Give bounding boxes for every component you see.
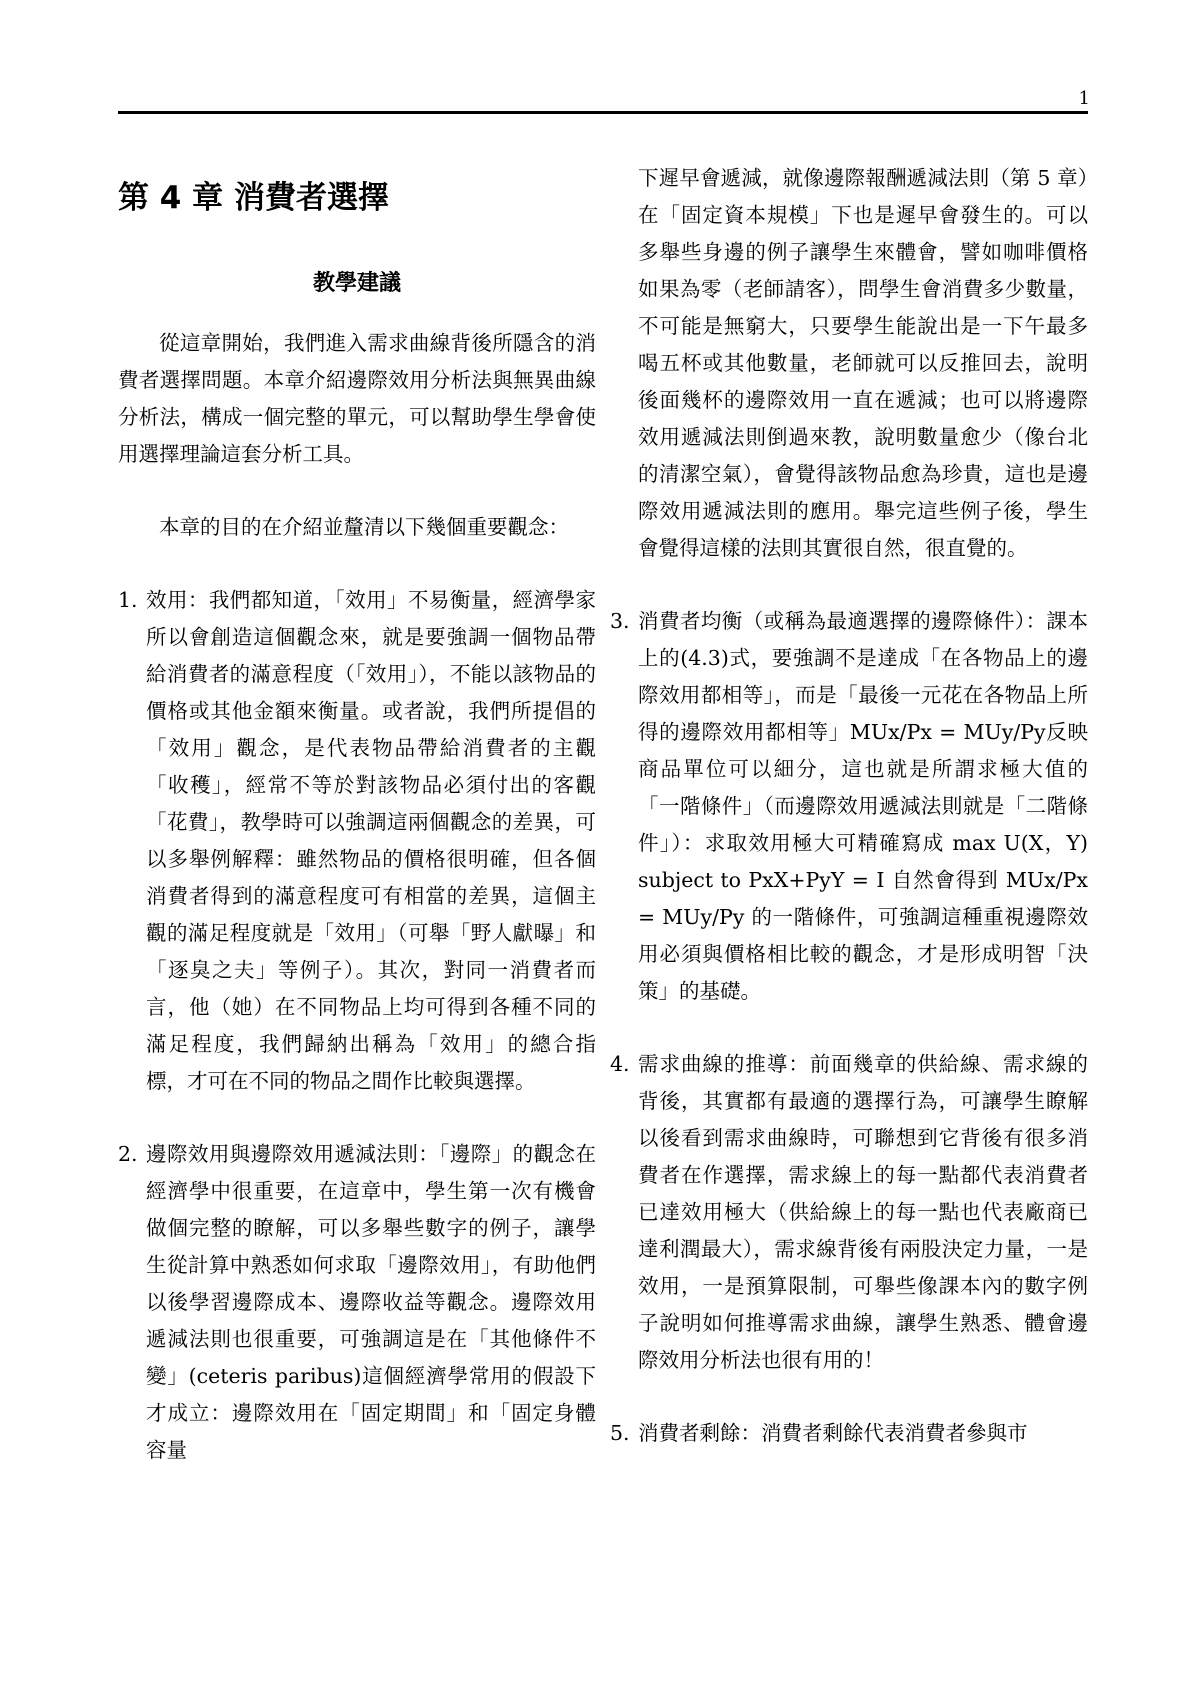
list-item-number: 2.: [118, 1142, 138, 1166]
list-item-number: 1.: [118, 588, 138, 612]
list-item: [610, 1415, 1088, 1452]
page-number: 1: [1078, 88, 1090, 109]
list-item-text: 邊際效用與邊際效用遞減法則：「邊際」的觀念在經濟學中很重要，在這章中，學生第一次有機會做個完整的瞭解，可以多舉些數字的例子，讓學生從計算中熟悉如何求取「邊際效用」，有助他們以後學習邊際成本、邊際收益等觀念。邊際效用遞減法則也很重要，可強調這是在「其他條件不變」(ceteris paribus)這個經濟學常用的假設下才成立：邊際效用在「固定期間」和「固定身體容量: [146, 1142, 596, 1462]
header-rule: [118, 111, 1088, 114]
list-item-number: 5.: [610, 1421, 630, 1445]
list-item-number: 4.: [610, 1052, 630, 1076]
left-column: [118, 160, 596, 1505]
chapter-title: 第 4 章 消費者選擇: [118, 180, 389, 216]
right-column: [610, 160, 1088, 1488]
list-item: [610, 1046, 1088, 1379]
list-item-number: 3.: [610, 609, 630, 633]
intro-paragraph: 從這章開始，我們進入需求曲線背後所隱含的消費者選擇問題。本章介紹邊際效用分析法與無異曲線分析法，構成一個完整的單元，可以幫助學生學會使用選擇理論這套分析工具。: [118, 331, 596, 466]
section-heading: 教學建議: [312, 271, 401, 296]
list-item-text: 需求曲線的推導：前面幾章的供給線、需求線的背後，其實都有最適的選擇行為，可讓學生瞭解以後看到需求曲線時，可聯想到它背後有很多消費者在作選擇，需求線上的每一點都代表消費者已達效用極大（供給線上的每一點也代表廠商已達利潤最大），需求線背後有兩股決定力量，一是效用，一是預算限制，可舉些像課本內的數字例子說明如何推導需求曲線，讓學生熟悉、體會邊際效用分析法也很有用的！: [638, 1052, 1088, 1372]
list-item: [118, 1136, 596, 1469]
concepts-intro: 本章的目的在介紹並釐清以下幾個重要觀念：: [159, 515, 569, 539]
list-item-text: 消費者剩餘：消費者剩餘代表消費者參與市: [638, 1421, 1028, 1445]
list-item: [118, 582, 596, 1100]
list-item-text: 消費者均衡（或稱為最適選擇的邊際條件）：課本上的(4.3)式，要強調不是達成「在各物品上的邊際效用都相等」，而是「最後一元花在各物品上所得的邊際效用都相等」MUx/Px = MUy/Py反映商品單位可以細分，這也就是所謂求極大值的「一階條件」（而邊際效用遞減法則就是「二階條件」）：求取效用極大可精確寫成 max U(X，Y) subject to PxX+PyY = I 自然會得到 MUx/Px = MUy/Py 的一階條件，可強調這種重視邊際效用必須與價格相比較的觀念，才是形成明智「決策」的基礎。: [638, 609, 1088, 1003]
list-item: [610, 603, 1088, 1010]
list-item-text: 效用：我們都知道，「效用」不易衡量，經濟學家所以會創造這個觀念來，就是要強調一個物品帶給消費者的滿意程度（「效用」），不能以該物品的價格或其他金額來衡量。或者說，我們所提倡的「效用」觀念，是代表物品帶給消費者的主觀「收穫」，經常不等於對該物品必須付出的客觀「花費」，教學時可以強調這兩個觀念的差異，可以多舉例解釋：雖然物品的價格很明確，但各個消費者得到的滿意程度可有相當的差異，這個主觀的滿足程度就是「效用」（可舉「野人獻曝」和「逐臭之夫」等例子）。其次，對同一消費者而言，他（她）在不同物品上均可得到各種不同的滿足程度，我們歸納出稱為「效用」的總合指標，才可在不同的物品之間作比較與選擇。: [146, 588, 596, 1093]
list-item-continuation: 下遲早會遞減，就像邊際報酬遞減法則（第 5 章）在「固定資本規模」下也是遲早會發生的。可以多舉些身邊的例子讓學生來體會，譬如咖啡價格如果為零（老師請客），問學生會消費多少數量，不可能是無窮大，只要學生能說出是一下午最多喝五杯或其他數量，老師就可以反推回去，說明後面幾杯的邊際效用一直在遞減；也可以將邊際效用遞減法則倒過來教，說明數量愈少（像台北的清潔空氣），會覺得該物品愈為珍貴，這也是邊際效用遞減法則的應用。舉完這些例子後，學生會覺得這樣的法則其實很自然，很直覺的。: [638, 166, 1088, 560]
